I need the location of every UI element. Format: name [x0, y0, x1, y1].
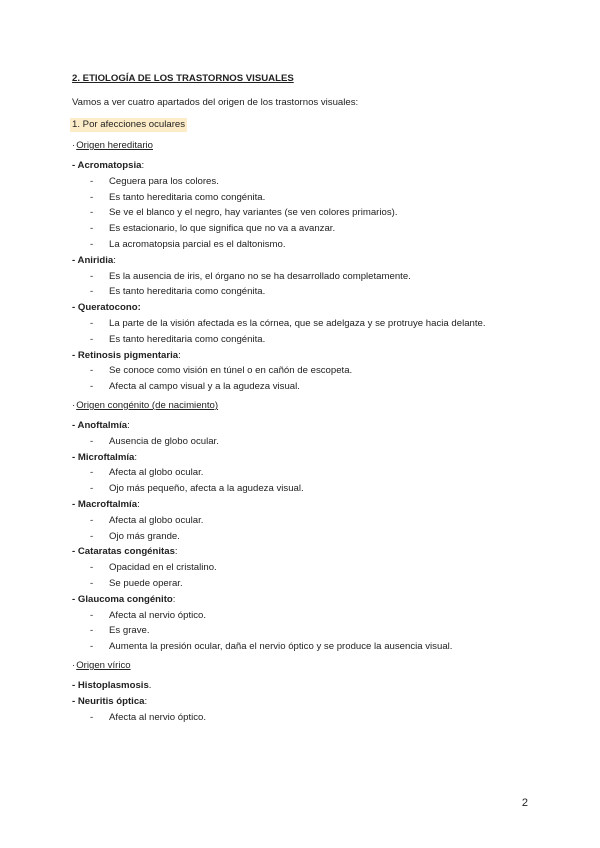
list-item-dash: -	[90, 609, 94, 621]
item-list	[72, 174, 532, 253]
list-item-dash: -	[90, 191, 94, 203]
term-dash: -	[72, 160, 78, 171]
subsection-heading-text: Origen vírico	[76, 659, 131, 671]
subsection-heading	[72, 400, 532, 412]
term-line	[72, 544, 532, 560]
term-group	[72, 497, 532, 544]
list-item-dash: -	[90, 381, 94, 393]
term-group	[72, 300, 532, 347]
list-item-dash: -	[90, 483, 94, 495]
term-line	[72, 497, 532, 513]
term-group	[72, 592, 532, 655]
list-item-text: Es tanto hereditaria como congénita.	[109, 286, 266, 298]
list-item	[72, 465, 532, 481]
term-suffix: :	[172, 593, 176, 605]
item-list	[72, 560, 532, 592]
term-suffix: :	[137, 498, 140, 510]
subsection-bullet: ·	[72, 140, 76, 151]
term-suffix: :	[144, 695, 148, 707]
list-item-dash: -	[90, 625, 94, 637]
term-dash: -	[72, 695, 78, 707]
document-title: 2. ETIOLOGÍA DE LOS TRASTORNOS VISUALES	[72, 73, 294, 84]
term-name: Cataratas congénitas	[77, 546, 175, 558]
list-item-text: Afecta al nervio óptico.	[109, 609, 207, 621]
list-item	[72, 316, 532, 332]
section-heading: 1. Por afecciones oculares	[72, 119, 186, 130]
term-suffix: :	[127, 419, 130, 431]
item-list	[72, 269, 532, 301]
term-dash: -	[72, 254, 78, 266]
list-item	[72, 237, 532, 253]
list-item	[72, 332, 532, 348]
term-line	[72, 418, 532, 434]
list-item-text: Afecta al globo ocular.	[109, 514, 204, 526]
term-name: Aniridia	[77, 254, 114, 266]
list-item	[72, 284, 532, 300]
page-number: 2	[521, 797, 528, 809]
list-item	[72, 221, 532, 237]
subsection-heading-text: Origen hereditario	[76, 140, 153, 151]
item-list	[72, 434, 532, 450]
subsection-heading-text: Origen congénito (de nacimiento)	[76, 399, 219, 411]
list-item-text: Se conoce como visión en túnel o en cañón de escopeta.	[109, 365, 353, 377]
list-item-dash: -	[90, 711, 94, 723]
term-line	[72, 592, 532, 608]
term-group	[72, 694, 532, 726]
term-dash: -	[72, 546, 78, 558]
section-head-wrapper	[72, 118, 532, 140]
intro-text: Vamos a ver cuatro apartados del origen de los trastornos visuales:	[72, 97, 359, 108]
item-list	[72, 710, 532, 726]
list-item-text: Opacidad en el cristalino.	[109, 562, 217, 574]
list-item-text: Se ve el blanco y el negro, hay variantes (se ven colores primarios).	[109, 207, 398, 219]
page-content	[72, 73, 532, 725]
list-item-dash: -	[90, 530, 94, 542]
term-group	[72, 450, 532, 497]
list-item	[72, 513, 532, 529]
term-line	[72, 450, 532, 466]
item-list	[72, 316, 532, 348]
item-list	[72, 465, 532, 497]
list-item-text: Se puede operar.	[109, 577, 183, 589]
list-item-dash: -	[90, 435, 94, 447]
list-item-text: Es estacionario, lo que significa que no va a avanzar.	[109, 223, 336, 235]
term-line	[72, 678, 532, 694]
term-dash: -	[72, 593, 78, 605]
subsection-bullet: ·	[72, 659, 76, 671]
list-item-text: Ausencia de globo ocular.	[109, 435, 219, 447]
list-item	[72, 481, 532, 497]
list-item-dash: -	[90, 467, 94, 479]
list-item-text: Es tanto hereditaria como congénita.	[109, 333, 266, 345]
term-suffix: :	[134, 451, 138, 463]
term-dash: -	[72, 679, 78, 691]
term-name: Glaucoma congénito	[77, 593, 173, 605]
list-item-text: Ojo más pequeño, afecta a la agudeza visual.	[109, 483, 304, 495]
list-item-text: Afecta al campo visual y a la agudeza visual.	[109, 381, 300, 393]
list-item	[72, 529, 532, 545]
term-suffix: :	[178, 349, 181, 361]
term-name: Anoftalmía	[77, 419, 128, 431]
term-suffix: .	[148, 679, 152, 691]
list-item-text: Ceguera para los colores.	[109, 175, 219, 187]
list-item-dash: -	[90, 641, 94, 653]
term-dash: -	[72, 451, 78, 463]
list-item	[72, 269, 532, 285]
list-item	[72, 639, 532, 655]
term-group	[72, 544, 532, 591]
item-list	[72, 363, 532, 395]
list-item	[72, 174, 532, 190]
list-item	[72, 608, 532, 624]
item-list	[72, 513, 532, 545]
term-name: Histoplasmosis	[77, 679, 149, 691]
subsection-heading	[72, 140, 532, 152]
term-suffix: :	[141, 160, 145, 171]
list-item-dash: -	[90, 514, 94, 526]
list-item-text: La parte de la visión afectada es la córnea, que se adelgaza y se protruye hacia delante.	[109, 317, 486, 329]
term-name: Neuritis óptica	[77, 695, 145, 707]
term-line	[72, 253, 532, 269]
subsection-bullet: ·	[72, 399, 76, 411]
term-suffix: :	[174, 546, 178, 558]
list-item-dash: -	[90, 270, 94, 282]
term-name: Acromatopsia	[77, 160, 142, 171]
term-group	[72, 253, 532, 300]
term-name: Macroftalmía	[77, 498, 138, 510]
list-item-dash: -	[90, 317, 94, 329]
list-item-text: Ojo más grande.	[109, 530, 180, 542]
list-item-dash: -	[90, 562, 94, 574]
list-item-dash: -	[90, 577, 94, 589]
subsection-heading	[72, 660, 532, 672]
list-item-dash: -	[90, 365, 94, 377]
term-line	[72, 348, 532, 364]
term-group	[72, 418, 532, 450]
list-item-dash: -	[90, 207, 94, 219]
term-dash: -	[72, 349, 78, 361]
list-item-text: Es tanto hereditaria como congénita.	[109, 191, 266, 203]
term-name: Retinosis pigmentaria	[77, 349, 179, 361]
term-line	[72, 694, 532, 710]
list-item	[72, 379, 532, 395]
list-item-dash: -	[90, 286, 94, 298]
list-item	[72, 560, 532, 576]
list-item-text: Es grave.	[109, 625, 150, 637]
list-item-text: Es la ausencia de iris, el órgano no se ha desarrollado completamente.	[109, 270, 411, 282]
list-item	[72, 205, 532, 221]
item-list	[72, 608, 532, 655]
list-item-text: Aumenta la presión ocular, daña el nervio óptico y se produce la ausencia visual.	[109, 641, 453, 653]
list-item-text: La acromatopsia parcial es el daltonismo.	[109, 238, 286, 250]
list-item-dash: -	[90, 223, 94, 235]
list-item	[72, 576, 532, 592]
term-dash: -	[72, 498, 78, 510]
list-item	[72, 434, 532, 450]
list-item-dash: -	[90, 238, 94, 250]
term-dash: -	[72, 302, 78, 314]
list-item-dash: -	[90, 175, 94, 187]
term-name: Queratocono:	[77, 302, 141, 314]
list-item-dash: -	[90, 333, 94, 345]
term-suffix: :	[113, 254, 116, 266]
term-name: Microftalmía	[77, 451, 135, 463]
term-line	[72, 158, 532, 174]
list-item-text: Afecta al globo ocular.	[109, 467, 204, 479]
term-group	[72, 348, 532, 395]
list-item	[72, 363, 532, 379]
term-line	[72, 300, 532, 316]
list-item-text: Afecta al nervio óptico.	[109, 711, 207, 723]
list-item	[72, 190, 532, 206]
term-dash: -	[72, 419, 78, 431]
list-item	[72, 710, 532, 726]
term-group	[72, 158, 532, 253]
term-group	[72, 678, 532, 694]
subsections-container	[72, 140, 532, 725]
list-item	[72, 623, 532, 639]
